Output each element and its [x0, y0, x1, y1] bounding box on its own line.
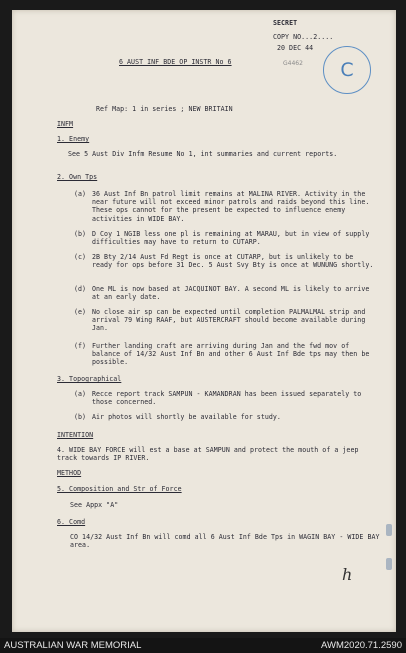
- intention-heading: INTENTION: [57, 431, 94, 439]
- comd-heading: 6. Comd: [57, 518, 86, 526]
- item-text: Further landing craft are arriving during Jan and the fwd mov of balance of 14/32 Aust Inf Bn and other 6 Aust Inf Bde tps may then be possible.: [92, 342, 370, 367]
- infm-heading: INFM: [57, 120, 74, 128]
- item-text: 2B Bty 2/14 Aust Fd Regt is once at CUTARP, but is unlikely to be ready for ops before 31 Dec. 5 Aust Svy Bty is once at WUNUNG shortly.: [92, 253, 374, 270]
- copy-number: COPY NO...2....: [273, 33, 334, 41]
- item-text: 36 Aust Inf Bn patrol limit remains at MALINA RIVER. Activity in the near future will not exceed minor patrols and raids beyond this line. These ops cannot for the present be expected to influence enemy activities in WIDE BAY.: [92, 190, 370, 223]
- item-label: (b): [74, 230, 87, 238]
- item-text: No close air sp can be expected until completion PALMALMAL strip and arrival 79 Wing RAAF, but AUSTERCRAFT should become available during Jan.: [92, 308, 366, 333]
- footer-accession-number: AWM2020.71.2590: [321, 640, 402, 651]
- topo-text: Recce report track SAMPUN - KAMANDRAN has been issued separately to those concerned.: [92, 390, 362, 407]
- archive-footer: [0, 638, 406, 653]
- circled-letter-stamp: [323, 46, 371, 94]
- topographical-heading: 3. Topographical: [57, 375, 122, 383]
- footer-institution: AUSTRALIAN WAR MEMORIAL: [4, 640, 142, 651]
- item-text: D Coy 1 NGIB less one pl is remaining at MARAU, but in view of supply difficulties may have to return to CUTARP.: [92, 230, 370, 247]
- punch-hole: [386, 558, 392, 570]
- document-date: 20 DEC 44: [277, 44, 314, 52]
- pencil-reference: G4462: [283, 60, 303, 67]
- topo-label: (a): [74, 390, 87, 398]
- item-text: One ML is now based at JACQUINOT BAY. A second ML is likely to arrive at an early date.: [92, 285, 370, 302]
- item-label: (f): [74, 342, 87, 350]
- topo-text: Air photos will shortly be available for study.: [92, 413, 281, 421]
- item-label: (d): [74, 285, 87, 293]
- punch-hole: [386, 524, 392, 536]
- enemy-heading: 1. Enemy: [57, 135, 90, 143]
- own-tps-heading: 2. Own Tps: [57, 173, 98, 181]
- item-label: (a): [74, 190, 87, 198]
- intention-text: 4. WIDE BAY FORCE will est a base at SAMPUN and protect the mouth of a jeep track towards IP RIVER.: [57, 446, 359, 463]
- document-title: 6 AUST INF BDE OP INSTR No 6: [119, 58, 232, 66]
- classification-stamp: SECRET: [273, 19, 298, 27]
- composition-heading: 5. Composition and Str of Force: [57, 485, 182, 493]
- stamp-letter: C: [340, 59, 354, 81]
- comd-text: CO 14/32 Aust Inf Bn will comd all 6 Aust Inf Bde Tps in WAGIN BAY - WIDE BAY area.: [70, 533, 380, 550]
- item-label: (c): [74, 253, 87, 261]
- composition-text: See Appx "A": [70, 501, 119, 509]
- method-heading: METHOD: [57, 469, 82, 477]
- topo-label: (b): [74, 413, 87, 421]
- document-page: [12, 10, 396, 632]
- signature-mark: ℎ: [342, 565, 353, 584]
- item-label: (e): [74, 308, 87, 316]
- ref-map: Ref Map: 1 in series ; NEW BRITAIN: [96, 105, 233, 113]
- enemy-text: See 5 Aust Div Infm Resume No 1, int summaries and current reports.: [68, 150, 338, 158]
